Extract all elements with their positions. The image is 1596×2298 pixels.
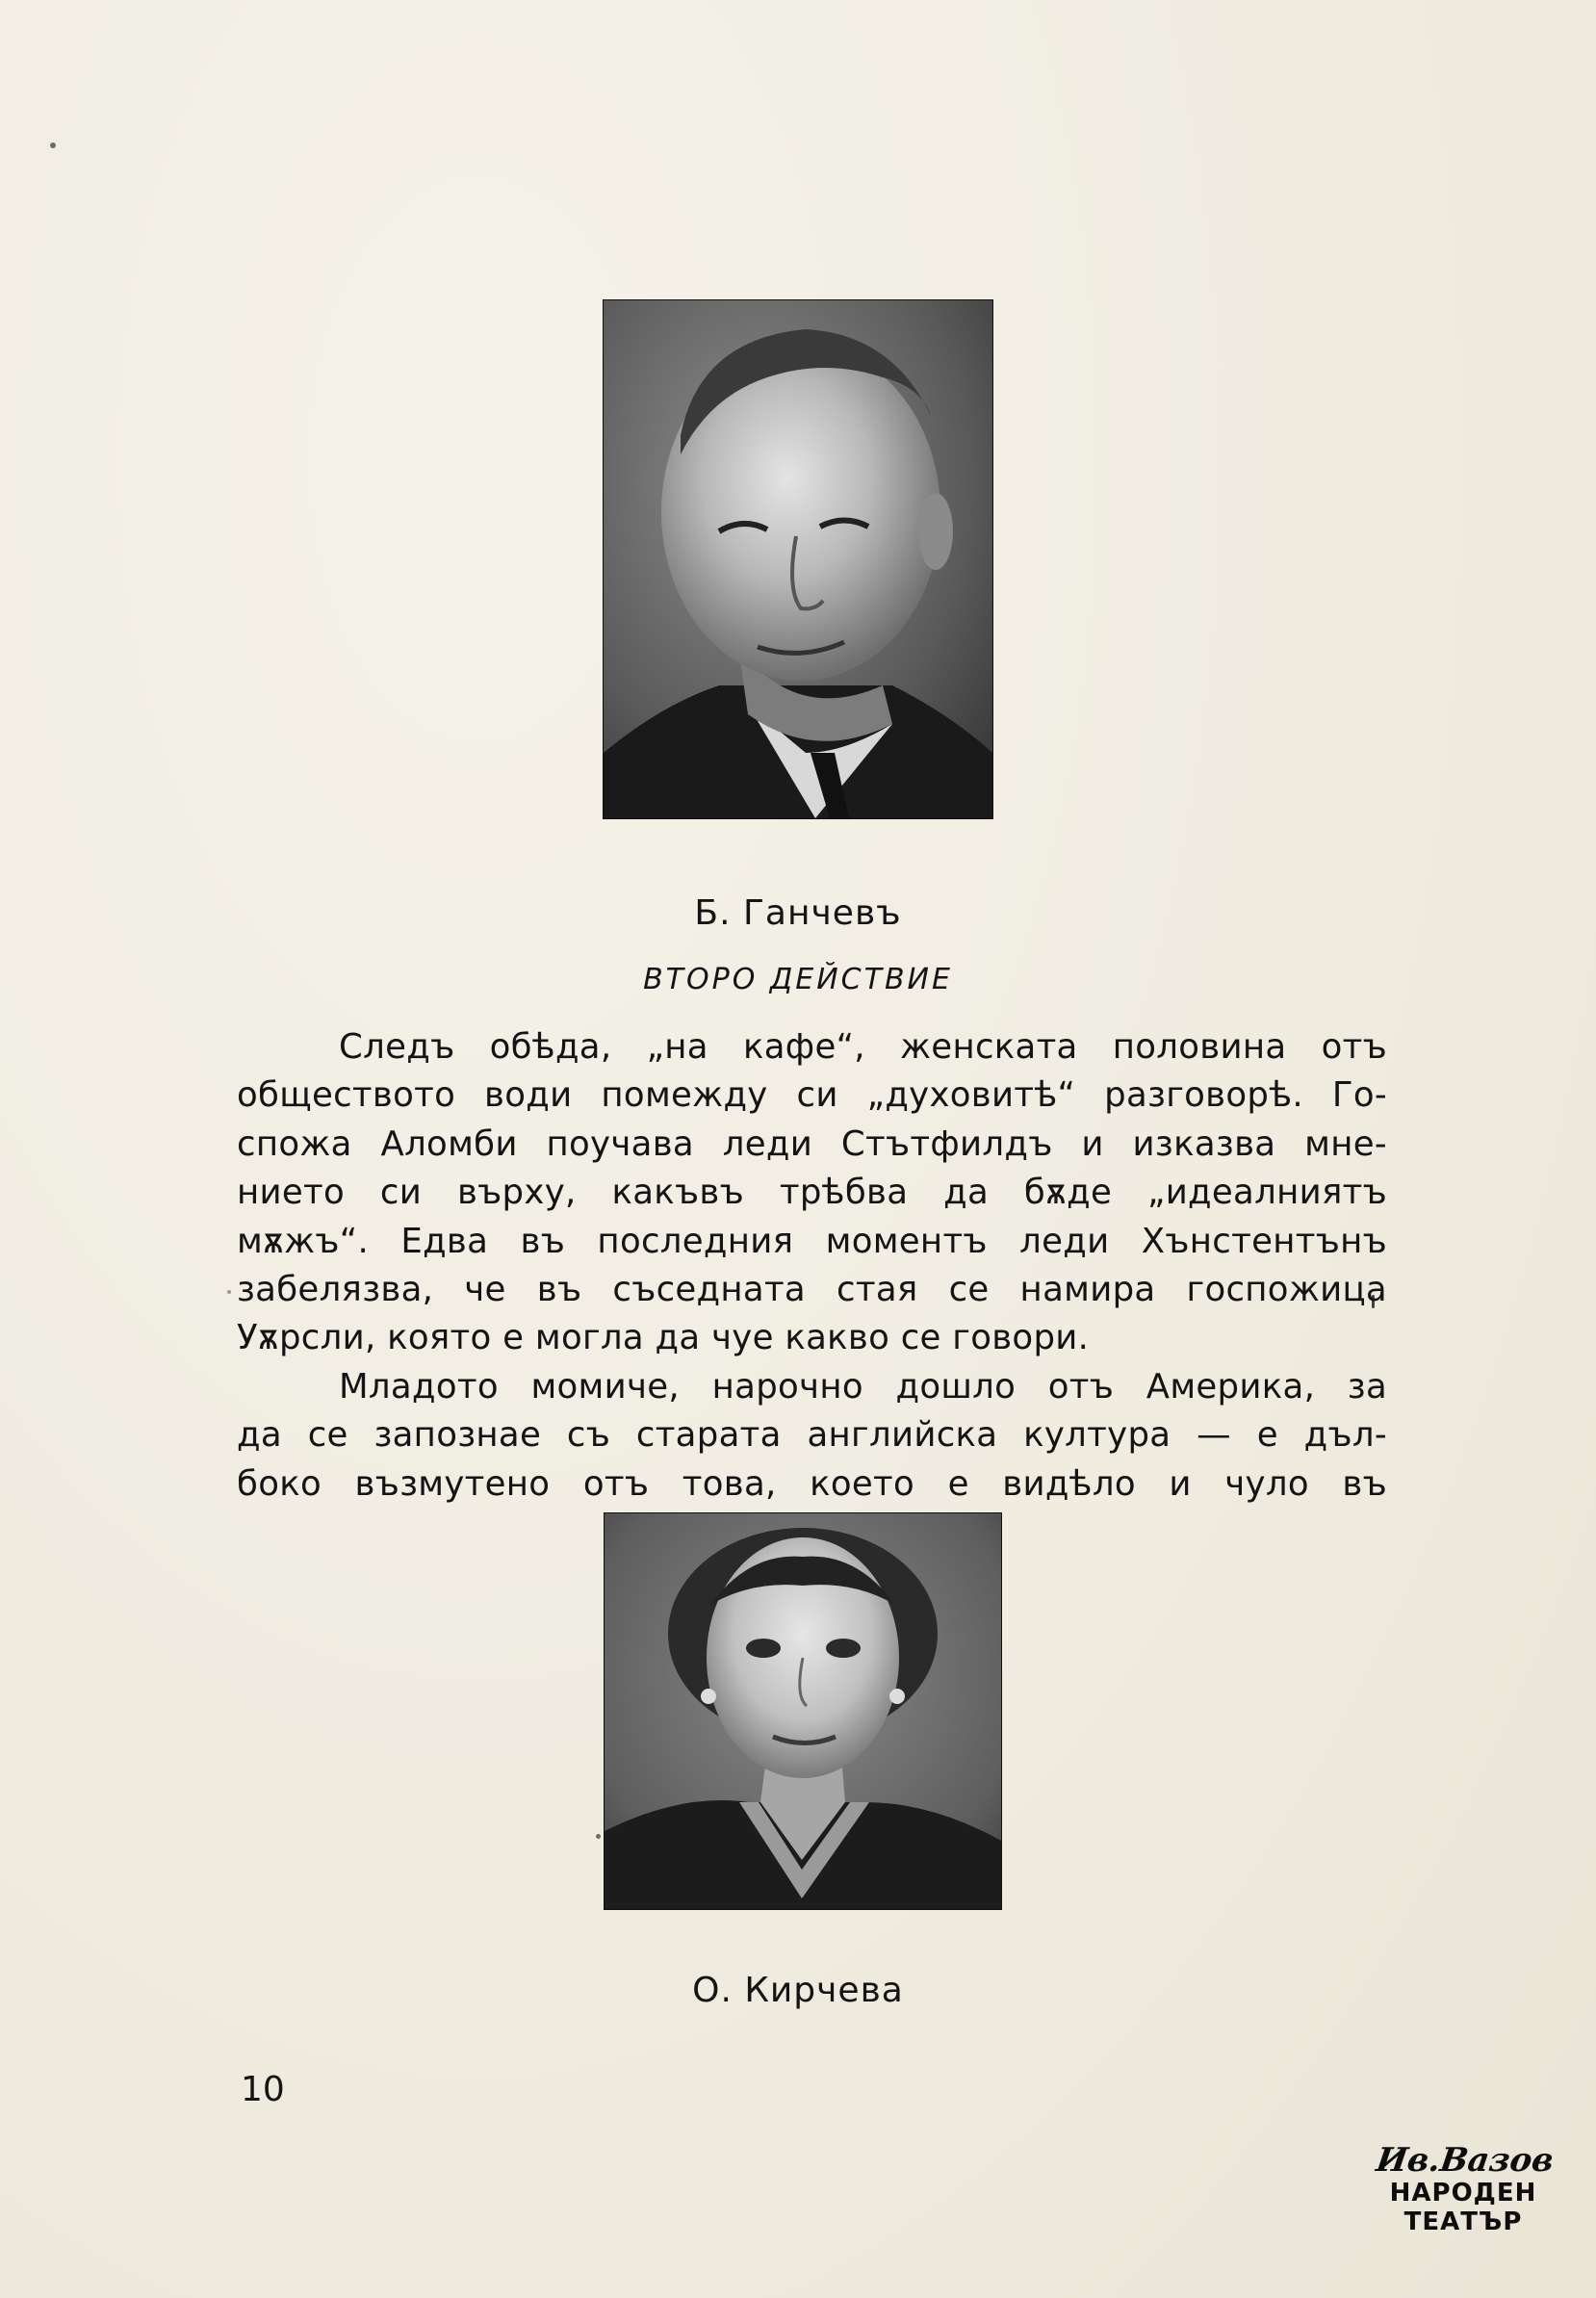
paragraph-line: спожа Аломби поучава леди Стътфилдъ и изказва мне-: [237, 1123, 1387, 1164]
paragraph-line: Следъ обѣда, „на кафе“, женската половина отъ: [339, 1027, 1387, 1067]
portrait-photo-kircheva: [605, 1513, 1001, 1909]
photo2-caption: О. Кирчева: [692, 1971, 904, 2010]
paragraph-line: да се запознае съ старата английска култура — е дъл-: [237, 1415, 1387, 1456]
paragraph-line: боко възмутено отъ това, което е видѣло и чуло въ: [237, 1463, 1387, 1504]
logo-line2: ТЕАТЪР: [1403, 2208, 1523, 2236]
act-title: ВТОРО ДЕЙСТВИЕ: [643, 963, 953, 996]
portrait-image: [604, 300, 992, 818]
logo-script: Ив.Вазов: [1374, 2141, 1557, 2180]
paragraph-line: забелязва, че въ съседната стая се намира госпожица: [237, 1269, 1387, 1309]
national-theatre-stamp: [1374, 2141, 1557, 2258]
scan-speck: [50, 142, 56, 148]
paragraph-line: Младото момиче, нарочно дошло отъ Америка, за: [339, 1366, 1387, 1407]
photo1-caption: Б. Ганчевъ: [694, 893, 902, 933]
paragraph-line: обществото води помежду си „духовитѣ“ разговорѣ. Го-: [237, 1075, 1387, 1116]
paragraph-line: мѫжъ“. Едва въ последния моментъ леди Хънстентънъ: [237, 1221, 1387, 1261]
act-summary-paragraph: [237, 1023, 1387, 1509]
paragraph-line: нието си върху, какъвъ трѣбва да бѫде „идеалниятъ: [237, 1173, 1387, 1213]
portrait-photo-ganchev: [604, 300, 992, 818]
portrait-image: [605, 1513, 1001, 1909]
page-number: 10: [241, 2070, 285, 2109]
paragraph-line: Уѫрсли, която е могла да чуе какво се говори.: [237, 1318, 1090, 1358]
scan-speck: [227, 1290, 231, 1294]
logo-line1: НАРОДЕН: [1389, 2179, 1537, 2208]
scan-speck: [596, 1834, 601, 1839]
